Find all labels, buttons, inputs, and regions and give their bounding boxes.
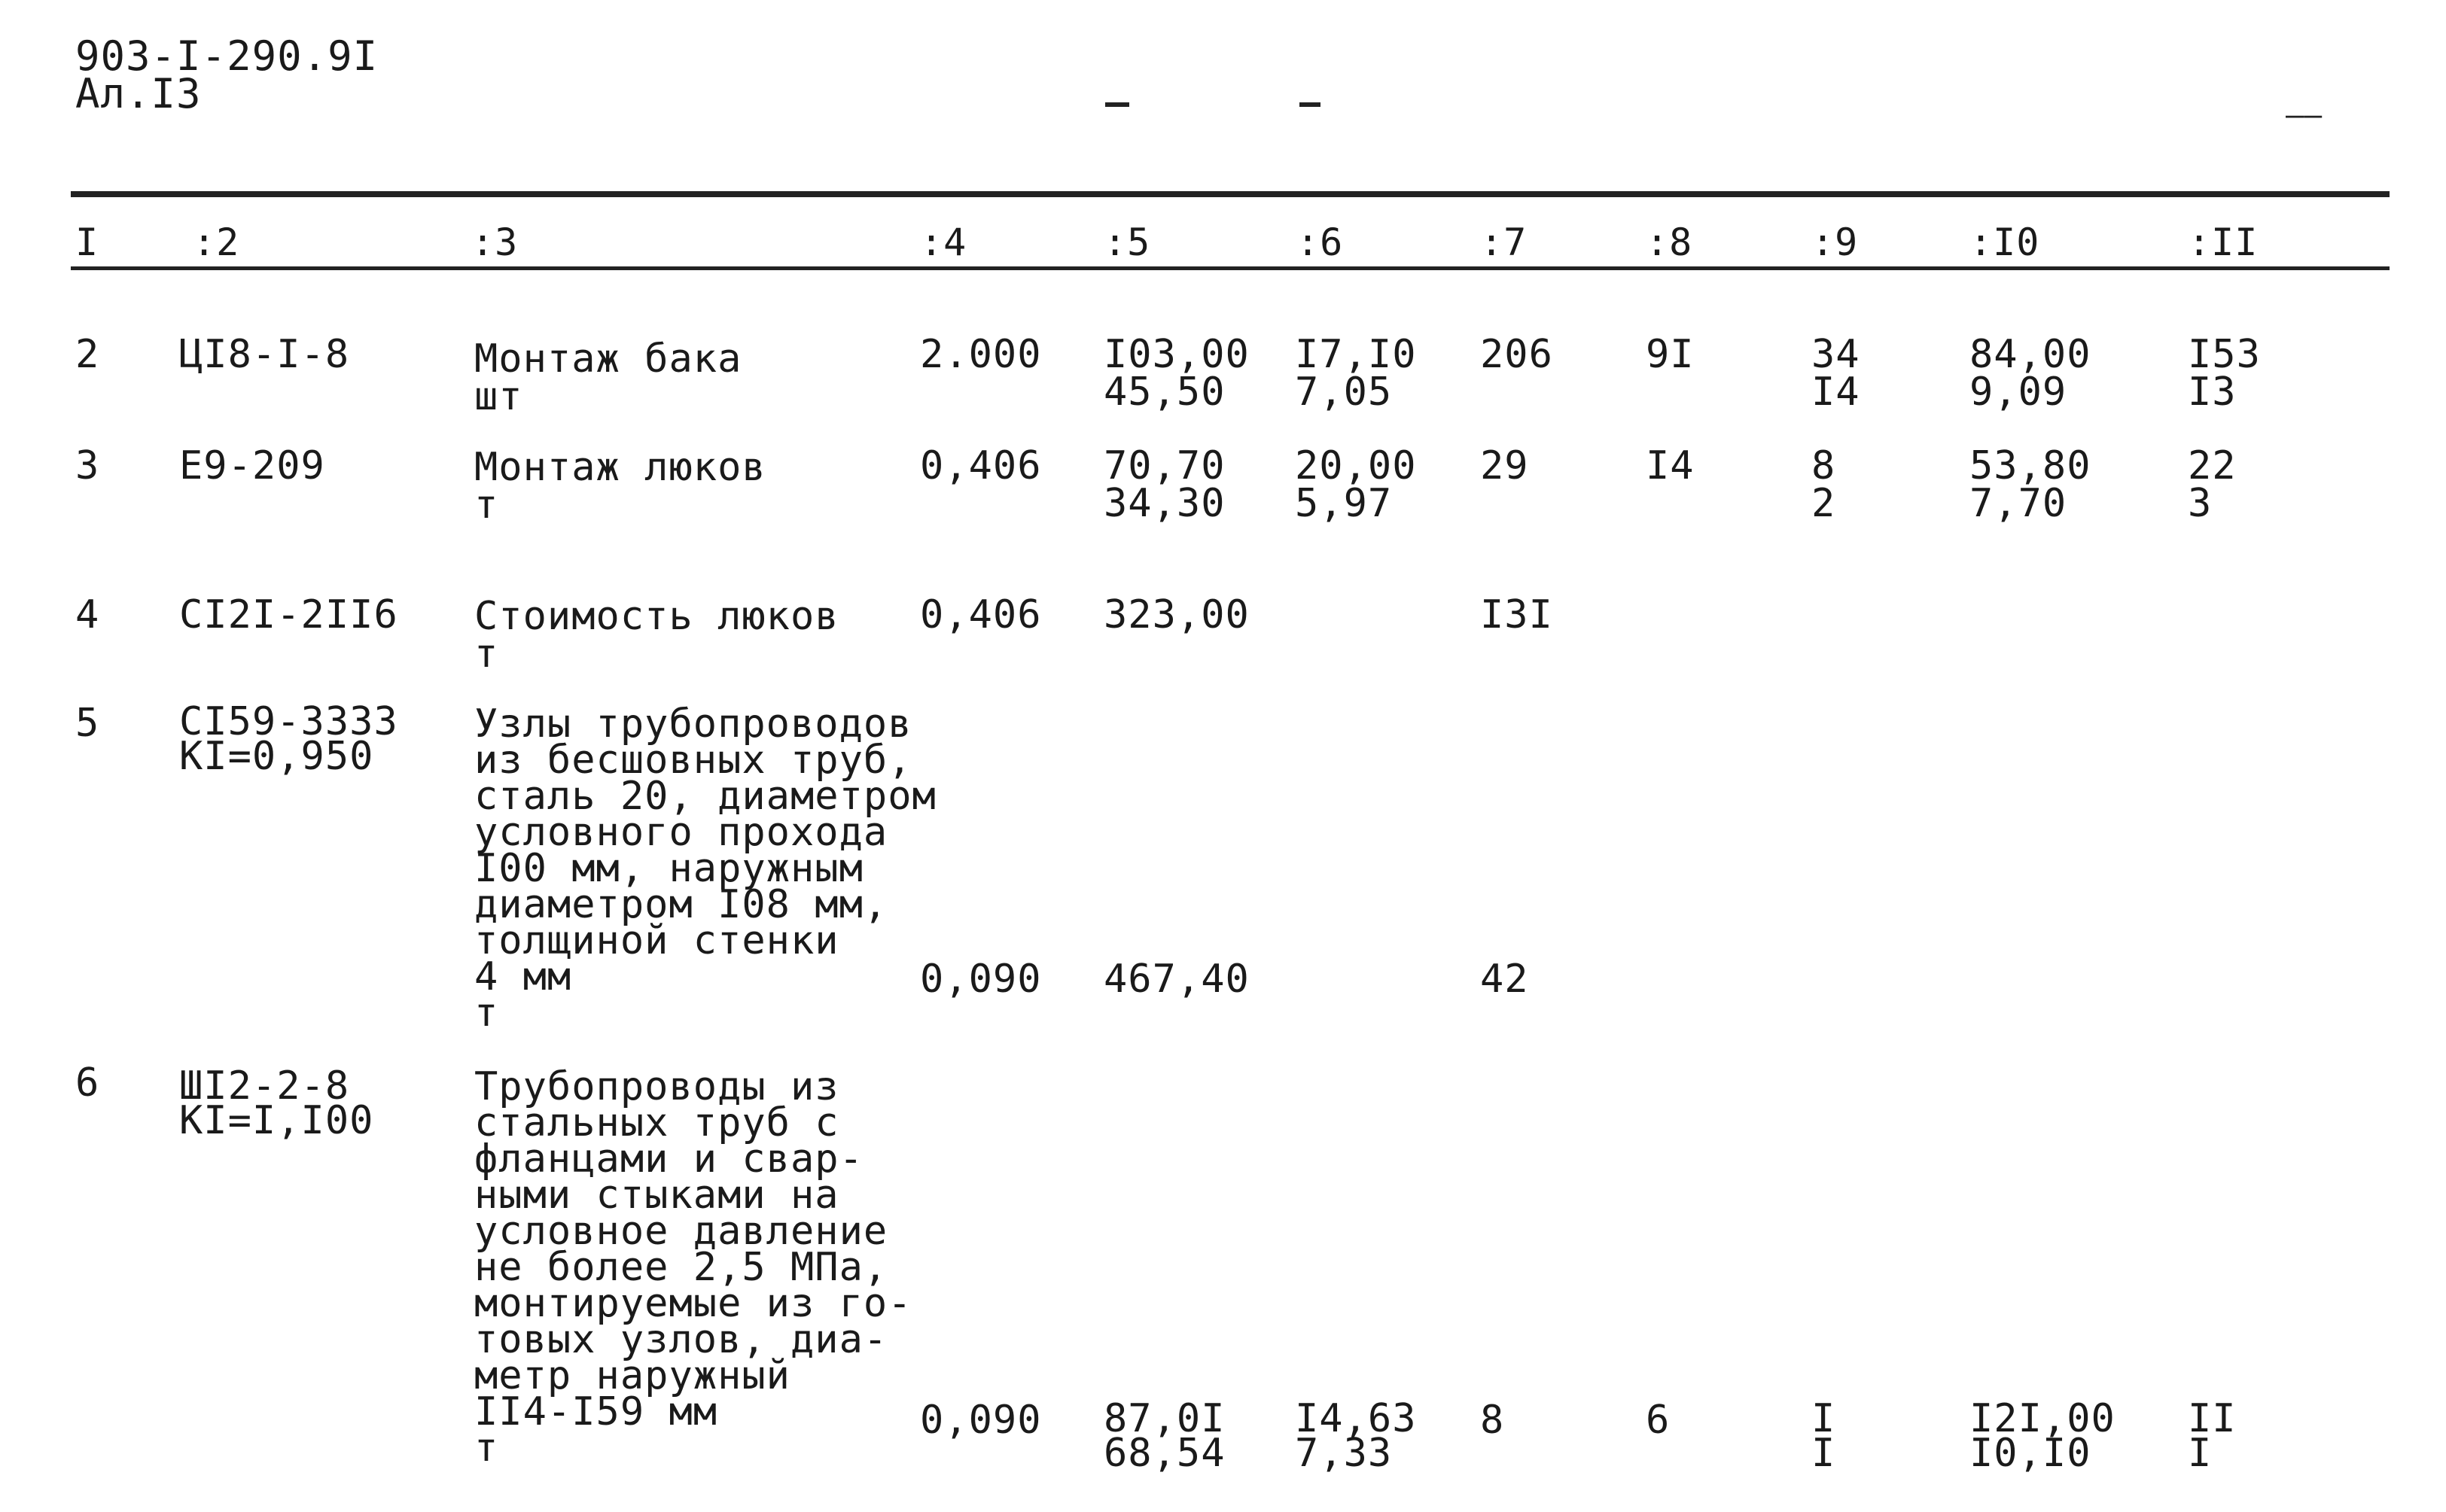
row-col11: 22 3 (2188, 443, 2237, 526)
column-header: :6 (1296, 221, 1344, 264)
row-code: ЦI8-I-8 (179, 332, 350, 377)
column-header: :I0 (1969, 221, 2040, 264)
row-col6: I4,63 7,33 (1295, 1396, 1417, 1476)
row-quantity: 2.000 (920, 332, 1042, 377)
column-header: :3 (471, 221, 519, 264)
row-description: Стоимость люков т (474, 594, 839, 677)
row-quantity: 0,406 (920, 592, 1042, 637)
row-col7: 206 (1480, 332, 1553, 377)
row-col8: 9I (1646, 332, 1695, 377)
row-code: Е9-209 (179, 443, 325, 488)
row-quantity: 0,090 (920, 957, 1042, 1002)
row-number: 6 (75, 1060, 100, 1106)
row-col7: I3I (1480, 592, 1553, 637)
row-description: Монтаж люков т (474, 445, 766, 528)
row-col10: I2I,00 I0,I0 (1969, 1396, 2116, 1476)
row-col5: I03,00 45,50 (1104, 332, 1250, 415)
row-col11: II I (2188, 1396, 2237, 1476)
row-col5: 323,00 (1104, 592, 1250, 637)
row-number: 4 (75, 592, 100, 637)
row-number: 3 (75, 443, 100, 488)
column-header: :9 (1811, 221, 1859, 264)
column-header: :8 (1646, 221, 1693, 264)
row-col9: 34 I4 (1811, 332, 1860, 415)
row-col8: 6 (1646, 1398, 1671, 1443)
column-header: :4 (920, 221, 967, 264)
row-col6: I7,I0 7,05 (1295, 332, 1417, 415)
column-header: :5 (1104, 221, 1151, 264)
table-header-rule (71, 266, 2390, 270)
row-col7: 42 (1480, 957, 1529, 1002)
row-description: Трубопроводы из стальных труб с фланцами и свар- ными стыками на условное давление не более 2,5 МПа, монтируемые из го- товых узлов, диа- метр наружный II4-I59 мм т (474, 1064, 912, 1471)
row-col7: 29 (1480, 443, 1529, 488)
row-col11: I53 I3 (2188, 332, 2261, 415)
row-quantity: 0,406 (920, 443, 1042, 488)
column-header: I (75, 221, 99, 264)
row-number: 5 (75, 701, 100, 746)
column-header: :2 (193, 221, 240, 264)
column-header: :7 (1480, 221, 1528, 264)
row-col10: 84,00 9,09 (1969, 332, 2091, 415)
row-description: Узлы трубопроводов из бесшовных труб, сталь 20, диаметром условного прохода I00 мм, наружным диаметром I08 мм, толщиной стенки 4 мм т (474, 701, 937, 1036)
row-code: СI2I-2II6 (179, 592, 398, 637)
table-top-rule (71, 191, 2390, 197)
row-description: Монтаж бака шт (474, 336, 742, 419)
row-col9: 8 2 (1811, 443, 1836, 526)
document-code: 903-I-290.9I (75, 32, 379, 80)
row-col5: 467,40 (1104, 957, 1250, 1002)
row-col6: 20,00 5,97 (1295, 443, 1417, 526)
row-code: ШI2-2-8 KI=I,I00 (179, 1063, 374, 1143)
row-quantity: 0,090 (920, 1398, 1042, 1443)
row-col9: I I (1811, 1396, 1836, 1476)
row-col5: 70,70 34,30 (1104, 443, 1226, 526)
header-dash (1299, 102, 1320, 107)
header-dash (1105, 102, 1129, 107)
page-corner-mark: ‒‒ (2286, 98, 2323, 132)
row-number: 2 (75, 332, 100, 377)
column-header: :II (2188, 221, 2259, 264)
row-code: СI59-3333 KI=0,950 (179, 699, 398, 779)
row-col7: 8 (1480, 1398, 1505, 1443)
row-col8: I4 (1646, 443, 1695, 488)
row-col5: 87,0I 68,54 (1104, 1396, 1226, 1476)
sheet-number: Ал.I3 (75, 70, 202, 117)
row-col10: 53,80 7,70 (1969, 443, 2091, 526)
